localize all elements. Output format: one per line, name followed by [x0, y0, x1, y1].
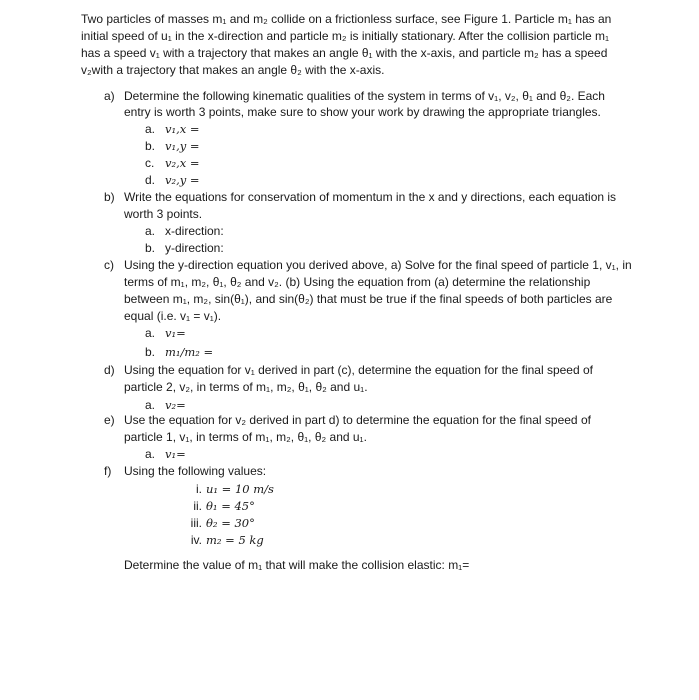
part-d-line-2: particle 2, v₂, in terms of m₁, m₂, θ₁, θ₂ and u₁. [124, 380, 368, 394]
part-e-line-2: particle 1, v₁, in terms of m₁, m₂, θ₁, θ₂ and u₁. [124, 430, 367, 444]
part-c-line-2: terms of m₁, m₂, θ₁, θ₂ and v₂. (b) Using the equation from (a) determine the relationship [124, 275, 591, 289]
part-b-line-2: worth 3 points. [124, 207, 203, 221]
part-a-item-v2x: v₂,x = [165, 156, 200, 170]
intro-line-3: has a speed v₁ with a trajectory that makes an angle θ₁ with the x-axis, and particle m₂ has a speed [81, 46, 608, 60]
intro-line-1: Two particles of masses m₁ and m₂ collide on a frictionless surface, see Figure 1. Particle m₁ has an [81, 12, 612, 26]
part-f-item-theta1: θ₁ = 45° [206, 499, 255, 513]
part-b-line-1: Write the equations for conservation of momentum in the x and y directions, each equation is [124, 190, 617, 204]
part-f-item-marker: iv. [190, 533, 202, 547]
part-f-conclusion: Determine the value of m₁ that will make the collision elastic: m₁= [124, 558, 470, 572]
part-f-line-1: Using the following values: [124, 464, 267, 478]
part-c-item-marker: a. [145, 326, 156, 340]
part-e-marker: e) [104, 413, 115, 427]
part-d-marker: d) [104, 363, 115, 377]
part-a-item-marker: b. [145, 139, 156, 153]
part-b-item-marker: a. [145, 224, 156, 238]
part-f-marker: f) [104, 464, 112, 478]
part-d-item-marker: a. [145, 398, 156, 412]
part-f-item-marker: i. [196, 482, 202, 496]
part-d-line-1: Using the equation for v₁ derived in part (c), determine the equation for the final speed of [124, 363, 593, 377]
part-c-item-v1: v₁= [165, 326, 186, 340]
part-c-line-4: equal (i.e. v₁ = v₁). [124, 309, 222, 323]
part-a-marker: a) [104, 89, 115, 103]
part-a-line-2: entry is worth 3 points, make sure to show your work by drawing the appropriate triangles. [124, 105, 601, 119]
part-a-item-v1y: v₁,y = [165, 139, 200, 153]
part-c-item-mass-ratio: m₁/m₂ = [165, 345, 214, 359]
part-b-item-y: y-direction: [165, 241, 224, 255]
part-f-item-marker: ii. [193, 499, 202, 513]
intro-line-2: initial speed of u₁ in the x-direction and particle m₂ is initially stationary. After the collision particle m₁ [81, 29, 610, 43]
part-f-item-theta2: θ₂ = 30° [206, 516, 255, 530]
part-c-item-marker: b. [145, 345, 156, 359]
part-a-item-marker: d. [145, 173, 156, 187]
part-e-line-1: Use the equation for v₂ derived in part d) to determine the equation for the final speed of [124, 413, 591, 427]
part-b-item-x: x-direction: [165, 224, 224, 238]
part-a-item-marker: a. [145, 122, 156, 136]
part-c-marker: c) [104, 258, 114, 272]
part-d-item-v2: v₂= [165, 398, 186, 412]
intro-line-4: v₂with a trajectory that makes an angle θ₂ with the x-axis. [81, 63, 385, 77]
part-b-marker: b) [104, 190, 115, 204]
part-c-line-3: between m₁, m₂, sin(θ₁), and sin(θ₂) that must be true if the final speeds of both particles are [124, 292, 613, 306]
part-b-item-marker: b. [145, 241, 156, 255]
part-e-item-v1: v₁= [165, 447, 186, 461]
part-c-line-1: Using the y-direction equation you derived above, a) Solve for the final speed of particle 1, v₁, in [124, 258, 632, 272]
part-e-item-marker: a. [145, 447, 156, 461]
part-a-line-1: Determine the following kinematic qualities of the system in terms of v₁, v₂, θ₁ and θ₂. Each [124, 89, 605, 103]
part-f-item-m2: m₂ = 5 kg [206, 533, 264, 547]
part-f-item-u1: u₁ = 10 m/s [206, 482, 274, 496]
part-a-item-v2y: v₂,y = [165, 173, 200, 187]
part-f-item-marker: iii. [190, 516, 202, 530]
part-a-item-v1x: v₁,x = [165, 122, 200, 136]
part-a-item-marker: c. [145, 156, 155, 170]
